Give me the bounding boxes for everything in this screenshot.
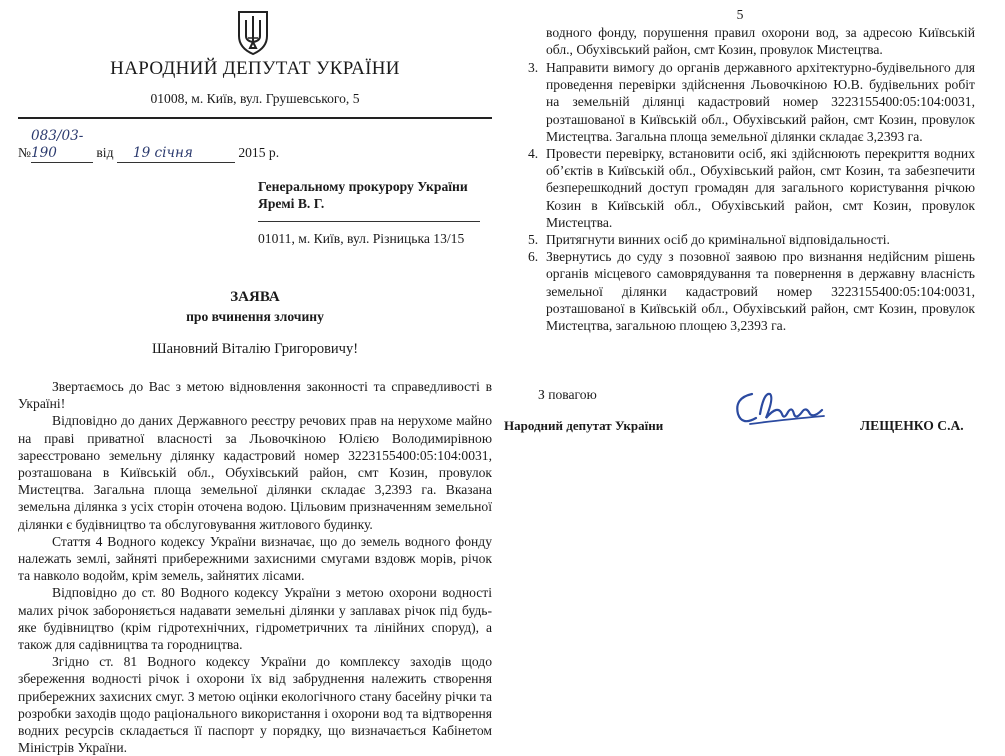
document-title: ЗАЯВА — [230, 289, 280, 305]
list-item — [528, 248, 975, 334]
paragraph: Звертаємось до Вас з метою відновлення законності та справедливості в Україні! — [18, 379, 492, 412]
item-text: Направити вимогу до органів державного архітектурно-будівельного для проведення перевірки здійснення Льовочкіною Ю.В. будівельних робіт на земельній ділянці кадастровий номер 3223155400:05:104:0031, розташованої в Київській обл., Обухівський район, смт Козин, провулок Мистецтва. Загальна площа земельної ділянки складає 3,2393 га. — [546, 60, 975, 144]
page-number: 5 — [736, 7, 744, 22]
ref-from: від — [96, 145, 114, 161]
list-item — [528, 231, 975, 248]
header-title: НАРОДНИЙ ДЕПУТАТ УКРАЇНИ — [110, 58, 400, 79]
signer-title: Народний депутат України — [504, 418, 664, 433]
paragraph: Відповідно до ст. 80 Водного кодексу України з метою охорони водності малих річок забороняється надавати земельні ділянки у заплавах річок під будь-яке будівництво (крім гідротехнічних, гідрометричних та лінійних споруд), а також для садівництва та городництва. — [18, 585, 492, 653]
document-subtitle: про вчинення злочину — [186, 309, 324, 324]
recipient-rule — [258, 221, 480, 222]
item-text: Провести перевірку, встановити осіб, які здійснюють перекриття водних об’єктів в Київській обл., Обухівський район, смт Козин, та забезпечити безперешкодний доступ громадян для загального користування річкою Козин в Київській обл., Обухівський район, смт Козин, провулок Мистецтва. — [546, 146, 975, 230]
reference-line — [18, 128, 318, 163]
item-number: 3. — [528, 60, 539, 75]
action-list — [528, 59, 975, 334]
salutation: Шановний Віталію Григоровичу! — [151, 341, 359, 357]
ref-number: 083/03-190 — [31, 128, 93, 163]
list-item — [528, 59, 975, 145]
paragraph: Згідно ст. 81 Водного кодексу України до комплексу заходів щодо збереження водності річок і охорони їх від забруднення належить створення прибережних захисних смуг. З метою оцінки екологічного стану басейну річки та розробки заходів щодо раціонального використання і охорони вод та відтворення водних ресурсів складається її паспорт у порядку, що визначається Кабінетом Міністрів України. — [18, 654, 492, 756]
signer-name: ЛЕЩЕНКО С.А. — [860, 418, 964, 433]
closing: З повагою — [538, 387, 597, 402]
continuation-text: водного фонду, порушення правил охорони вод, за адресою Київській обл., Обухівський район, смт Козин, провулок Мистецтва. — [546, 25, 975, 58]
trident-emblem-icon — [236, 8, 270, 56]
header-address: 01008, м. Київ, вул. Грушевського, 5 — [150, 91, 360, 106]
paragraph: Відповідно до даних Державного реєстру речових прав на нерухоме майно на праві приватної власності за Льовочкіною Юлією Володимирівною зареєстровано земельну ділянку кадастровий номер 3223155400:05:104:0031, розташована в Київській обл., Обухівський район, смт Козин, провулок Мистецтва. Загальна площа земельної ділянки складає 3,2393 га. Вказана земельна ділянка з усіх сторін оточена водою. Цільовим призначенням земельної ділянки є будівництво та обслуговування житлового будинку. — [18, 413, 492, 532]
ref-year: 2015 р. — [238, 145, 280, 161]
item-text: Притягнути винних осіб до кримінальної відповідальності. — [546, 232, 890, 248]
recipient-name — [258, 178, 498, 212]
list-item — [528, 145, 975, 231]
item-number: 6. — [528, 249, 539, 265]
item-text: Звернутись до суду з позовної заявою про визнання недійсним рішень органів місцевого самоврядування та повернення в державну власність земельної ділянки кадастровий номер 3223155400:05:104:0031, розташованої в Київській обл., Обухівський район, смт Козин, провулок Мистецтва, загальною площею 3,2393 га. — [546, 249, 975, 334]
recipient-line2: Яремі В. Г. — [258, 196, 325, 212]
letter-body — [18, 378, 492, 756]
ref-prefix: № — [18, 145, 31, 161]
item-number: 4. — [528, 146, 539, 162]
header-rule — [18, 117, 492, 119]
recipient-address: 01011, м. Київ, вул. Різницька 13/15 — [258, 231, 465, 246]
paragraph: Стаття 4 Водного кодексу України визначає, що до земель водного фонду належать землі, зайняті прибережними захисними смугами вздовж морів, річок та навколо водойм, крім земель, зайнятих лісами. — [18, 533, 492, 584]
item-number: 5. — [528, 232, 539, 248]
signature-icon — [730, 384, 830, 436]
recipient-line1: Генеральному прокурору України — [258, 179, 468, 194]
ref-date: 19 січня — [117, 145, 235, 163]
